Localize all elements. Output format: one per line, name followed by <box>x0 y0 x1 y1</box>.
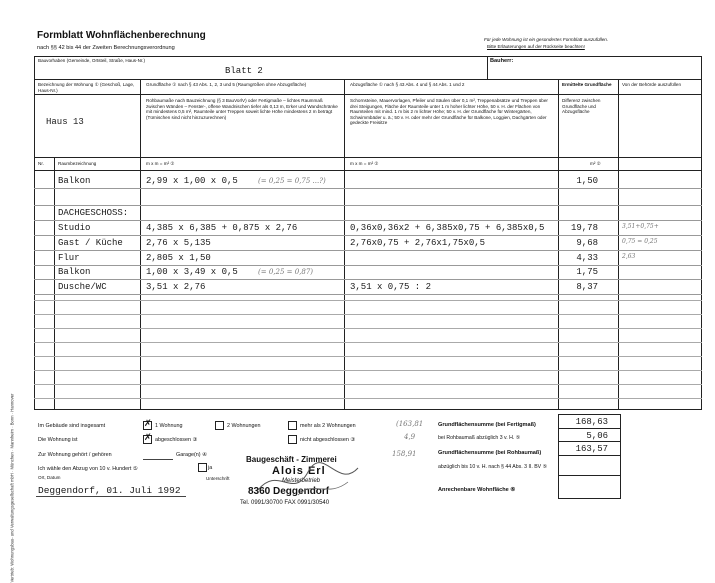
wohnflaeche-label: Anrechenbare Wohnfläche ⑥ <box>438 487 516 493</box>
row-divider <box>34 279 702 280</box>
room-abzug: 2,76x0,75 + 2,76x1,75x0,5 <box>350 238 486 248</box>
room-abzug: 3,51 x 0,75 : 2 <box>350 282 432 292</box>
sum-box <box>558 414 621 499</box>
pencil-note-1: (163,81 <box>396 420 424 428</box>
multi-units-checkbox[interactable] <box>288 421 297 430</box>
ja-label: ja <box>208 465 213 471</box>
eigentum-label: Zur Wohnung gehört / gehören <box>38 452 112 458</box>
grundflaeche-header: Grundfläche ① nach § 43 Abs. 1, 2, 3 und 5 (Raumgrößen ohne Abzugsfläche) <box>146 82 307 87</box>
rohbau-abzug-label: bei Rohbaumaß abzüglich 3 v. H. ⑤ <box>438 435 521 441</box>
unit-m2: m² ② <box>590 161 601 166</box>
room-grund-note: (= 0,25 = 0,75 ...?) <box>258 177 326 185</box>
room-mark: 3,51+0,75+ <box>622 223 659 230</box>
behoerde-header: Von der Behörde auszufüllen <box>622 82 681 87</box>
grundflaeche-text: Rohbaumaße nach Bauzeichnung (§ 3 BauVorlV) oder Fertigmaße – lichtes Raummaß zwischen Wänden – Fenster-, offene Wandnischen tiefer als 0,13 m, Erker und Wandschränke mit mindestens 0,5 m², Raumteile unter Treppen soweit lichte Höhe mindestens 2 m beträgt (Türnischen sind nicht hinzuzurechnen) <box>146 98 338 120</box>
room-result: 1,50 <box>576 176 598 186</box>
garage-label: Garage(n) ④ <box>176 452 207 458</box>
room-name: DACHGESCHOSS: <box>58 208 129 218</box>
row-divider <box>34 370 702 371</box>
row-divider <box>34 250 702 251</box>
bauvorhaben-label: Bauvorhaben (Gemeinde, Ortsteil, Straße, Haus-Nr.) <box>38 58 145 63</box>
wohnung-header: Bezeichnung der Wohnung ① (Geschoß, Lage, Haus-Nr.) <box>38 82 135 93</box>
room-result: 1,75 <box>576 267 598 277</box>
row-divider <box>34 205 702 206</box>
abzug-10-label: abzüglich bis 10 v. H. nach § 44 Abs. 3 II. BV ⑤ <box>438 464 548 470</box>
abzugsflaeche-header: Abzugsfläche ① nach § 43 Abs. 4 und § 44 Abs. 1 und 2 <box>350 82 465 87</box>
ort-datum-label: Ort, Datum <box>38 475 61 480</box>
abzug-choice-label: Ich wähle den Abzug von 10 v. Hundert ⑤ <box>38 466 138 472</box>
one-unit-check-mark: ✗ <box>144 419 152 429</box>
sum-rohbau-value: 163,57 <box>575 444 608 454</box>
room-name: Balkon <box>58 267 91 277</box>
row-divider <box>34 328 702 329</box>
room-grund-note: (= 0,25 = 0,87) <box>258 268 314 276</box>
sum-fertig-label: Grundflächensumme (bei Fertigmaß) <box>438 422 536 428</box>
form-title: Formblatt Wohnflächenberechnung <box>37 30 206 41</box>
two-units-checkbox[interactable] <box>215 421 224 430</box>
room-grund: 2,99 x 1,00 x 0,5 <box>146 176 238 186</box>
room-name: Studio <box>58 223 91 233</box>
abgeschlossen-label: Die Wohnung ist <box>38 437 78 443</box>
room-grund: 3,51 x 2,76 <box>146 282 206 292</box>
ermittelte-header: Ermittelte Grundfläche <box>562 82 612 87</box>
gebaeude-label: Im Gebäude sind insgesamt <box>38 423 106 429</box>
room-grund: 4,385 x 6,385 + 0,875 x 2,76 <box>146 223 298 233</box>
bauherr-label: Bauherr: <box>490 58 514 64</box>
formula-abzug: m x m = m² ② <box>350 161 379 166</box>
room-grund: 2,805 x 1,50 <box>146 253 211 263</box>
abzugsflaeche-text: Schornsteine, Mauervorlagen, Pfeiler und Säulen über 0,1 m², Treppenabsätze und Treppen über drei Steigungen, Fläche der Raumteile unter 1 m hoher lichter Höhe, 50 v. H. der Flächen von Raumteilen mit mind. 1 m bis 2 m lichter Höhe; 50 v. H. der Grundfläche für Wintergärten, Schwimmbäder u. ä.; 50 v. H. oder mehr der Grundfläche für Balkone, Loggien, Dachgärten oder gedeckte Freisitze <box>350 98 548 126</box>
one-unit-label: 1 Wohnung <box>155 423 183 429</box>
row-divider <box>34 265 702 266</box>
room-name: Flur <box>58 253 80 263</box>
margin-print: Vertrieb: Wohnungsbau- und Verwaltungsgesellschaft mbH · München · Mannheim · Bonn · Hannover <box>9 393 15 583</box>
nicht-abgeschlossen-option: nicht abgeschlossen ③ <box>300 437 356 443</box>
row-divider <box>34 188 702 189</box>
ja-checkbox[interactable] <box>198 463 207 472</box>
abgeschlossen-check-mark: ✗ <box>144 433 152 443</box>
signature-icon <box>238 460 368 500</box>
row-divider <box>34 342 702 343</box>
nr-header: Nr. <box>38 161 44 166</box>
room-abzug: 0,36x0,36x2 + 6,385x0,75 + 6,385x0,5 <box>350 223 545 233</box>
row-divider <box>34 235 702 236</box>
ermittelte-text: Differenz zwischen Grundfläche und Abzugsfläche <box>562 98 601 115</box>
pencil-note-3: 158,91 <box>392 450 417 458</box>
nicht-abgeschlossen-checkbox[interactable] <box>288 435 297 444</box>
two-units-label: 2 Wohnungen <box>227 423 261 429</box>
room-result: 4,33 <box>576 253 598 263</box>
raum-header: Raumbezeichnung <box>58 161 97 166</box>
room-grund: 2,76 x 5,135 <box>146 238 211 248</box>
room-name: Dusche/WC <box>58 282 107 292</box>
room-result: 19,78 <box>570 223 598 233</box>
sum-fertig-value: 168,63 <box>575 417 608 427</box>
wohnung-value: Haus 13 <box>46 117 84 127</box>
sum-rohbau-label: Grundflächensumme (bei Rohbaumaß) <box>438 450 542 456</box>
room-result: 9,68 <box>576 238 598 248</box>
pencil-note-2: 4,9 <box>404 433 416 441</box>
instructions-note: Bitte Erläuterungen auf der Rückseite beachten! <box>487 44 585 49</box>
room-grund: 1,00 x 3,49 x 0,5 <box>146 267 238 277</box>
formula-grund: m x m = m² ② <box>146 161 175 166</box>
row-divider <box>34 220 702 221</box>
room-name: Balkon <box>58 176 91 186</box>
room-mark: 0,75 = 0,25 <box>622 238 658 245</box>
row-divider <box>34 300 702 301</box>
room-mark: 2,63 <box>622 253 636 260</box>
row-divider <box>34 314 702 315</box>
room-result: 8,37 <box>576 282 598 292</box>
form-subtitle: nach §§ 42 bis 44 der Zweiten Berechnungsverordnung <box>37 45 175 51</box>
room-name: Gast / Küche <box>58 238 123 248</box>
fill-note: Für jede Wohnung ist ein gesondertes Formblatt auszufüllen. <box>484 37 609 42</box>
row-divider <box>34 294 702 295</box>
row-divider <box>34 356 702 357</box>
abgeschlossen-option: abgeschlossen ③ <box>155 437 198 443</box>
bauvorhaben-value: Blatt 2 <box>225 66 263 76</box>
row-divider <box>34 384 702 385</box>
ort-datum-value: Deggendorf, 01. Juli 1992 <box>38 485 181 496</box>
row-divider <box>34 398 702 399</box>
company-stamp: Baugeschäft - Zimmerei Alois Erl Meisterbetrieb 8360 Deggendorf Tel. 0991/30700 FAX 0991/30540 <box>238 455 368 513</box>
rohbau-abzug-value: 5,06 <box>586 431 608 441</box>
unterschrift-label: Unterschrift <box>206 476 230 481</box>
multi-units-label: mehr als 2 Wohnungen <box>300 423 356 429</box>
